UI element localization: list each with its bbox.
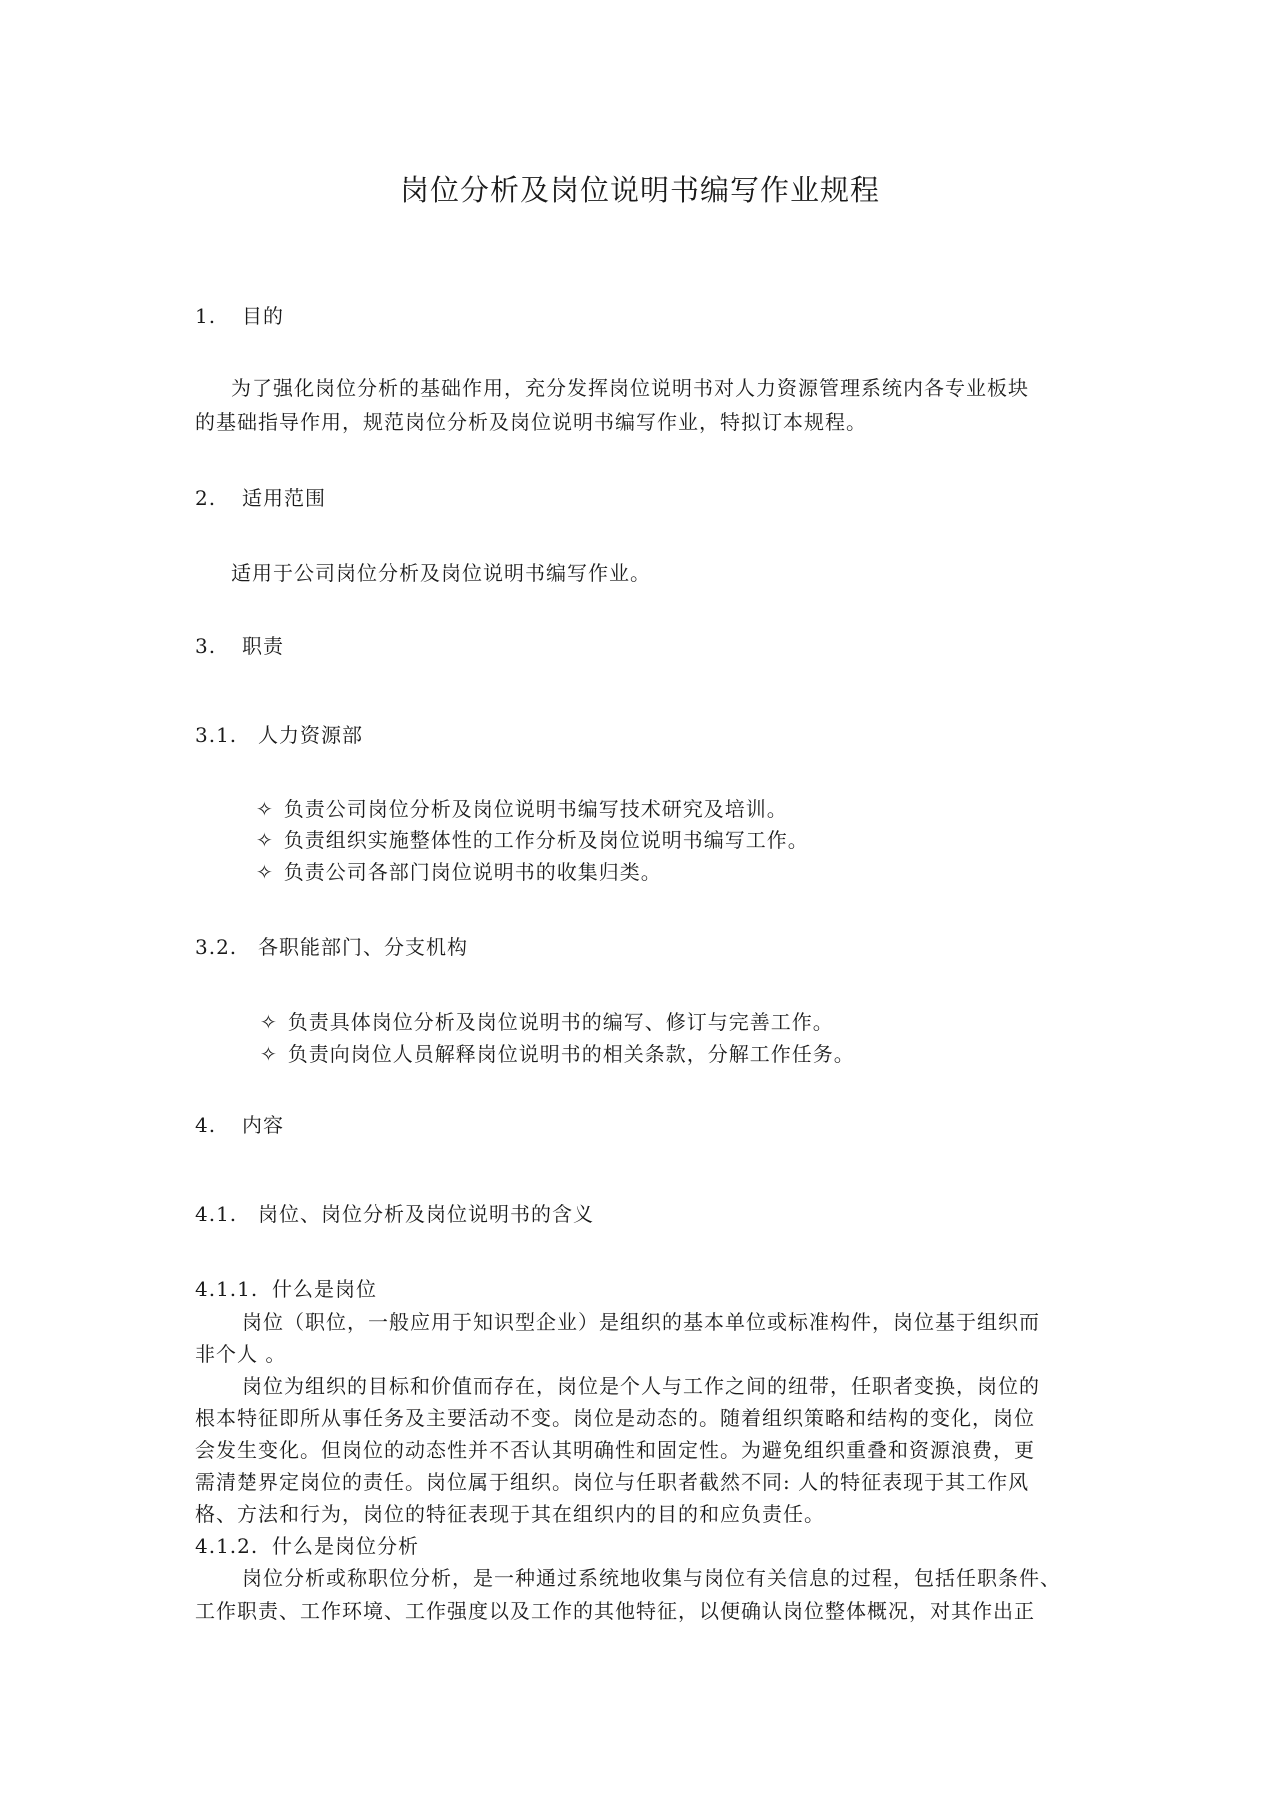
- paragraph-line: 根本特征即所从事任务及主要活动不变。岗位是动态的。随着组织策略和结构的变化，岗位: [195, 1406, 1035, 1430]
- diamond-bullet-icon: ✧: [256, 828, 274, 852]
- section-4-heading: 内容: [242, 1113, 284, 1137]
- section-2-number: 2.: [195, 486, 217, 510]
- list-item: [260, 1012, 834, 1032]
- section-1-line-2: 的基础指导作用，规范岗位分析及岗位说明书编写作业，特拟订本规程。: [195, 410, 867, 434]
- diamond-bullet-icon: ✧: [256, 860, 274, 884]
- paragraph-line: 岗位分析或称职位分析，是一种通过系统地收集与岗位有关信息的过程，包括任职条件、: [242, 1566, 1061, 1590]
- list-item-text: 负责具体岗位分析及岗位说明书的编写、修订与完善工作。: [287, 1010, 834, 1034]
- diamond-bullet-icon: ✧: [256, 797, 274, 821]
- page-title: 岗位分析及岗位说明书编写作业规程: [399, 173, 880, 207]
- list-item: [256, 799, 788, 819]
- section-1-heading: 目的: [242, 304, 284, 328]
- section-3-1-number: 3.1.: [195, 723, 238, 747]
- paragraph-line: 会发生变化。但岗位的动态性并不否认其明确性和固定性。为避免组织重叠和资源浪费，更: [195, 1438, 1035, 1462]
- list-item: [260, 1044, 855, 1064]
- list-item: [256, 862, 662, 882]
- section-4-1-heading: 岗位、岗位分析及岗位说明书的含义: [258, 1202, 594, 1226]
- section-3-number: 3.: [195, 634, 217, 658]
- paragraph-line: 岗位（职位，一般应用于知识型企业）是组织的基本单位或标准构件，岗位基于组织而: [242, 1310, 1040, 1334]
- section-3-2-number: 3.2.: [195, 935, 238, 959]
- section-4-1-number: 4.1.: [195, 1202, 238, 1226]
- list-item-text: 负责组织实施整体性的工作分析及岗位说明书编写工作。: [283, 828, 809, 852]
- section-4-1-2-number: 4.1.2.: [195, 1534, 259, 1558]
- list-item-text: 负责公司岗位分析及岗位说明书编写技术研究及培训。: [283, 797, 788, 821]
- section-1-line-1: 为了强化岗位分析的基础作用，充分发挥岗位说明书对人力资源管理系统内各专业板块: [231, 376, 1029, 400]
- section-4-number: 4.: [195, 1113, 217, 1137]
- list-item-text: 负责公司各部门岗位说明书的收集归类。: [283, 860, 662, 884]
- paragraph-line: 岗位为组织的目标和价值而存在，岗位是个人与工作之间的纽带，任职者变换，岗位的: [242, 1374, 1040, 1398]
- section-4-1-1-number: 4.1.1.: [195, 1277, 259, 1301]
- paragraph-line: 非个人 。: [195, 1342, 287, 1366]
- diamond-bullet-icon: ✧: [260, 1042, 278, 1066]
- section-1-number: 1.: [195, 304, 217, 328]
- section-4-1-2-heading: 什么是岗位分析: [272, 1534, 419, 1558]
- list-item-text: 负责向岗位人员解释岗位说明书的相关条款，分解工作任务。: [287, 1042, 855, 1066]
- section-4-1-1-heading: 什么是岗位: [272, 1277, 377, 1301]
- section-3-1-heading: 人力资源部: [258, 723, 363, 747]
- list-item: [256, 830, 809, 850]
- paragraph-line: 需清楚界定岗位的责任。岗位属于组织。岗位与任职者截然不同: 人的特征表现于其工作风: [195, 1470, 1030, 1494]
- section-2-heading: 适用范围: [242, 486, 326, 510]
- section-3-2-heading: 各职能部门、分支机构: [258, 935, 468, 959]
- section-2-text: 适用于公司岗位分析及岗位说明书编写作业。: [231, 561, 651, 585]
- diamond-bullet-icon: ✧: [260, 1010, 278, 1034]
- section-3-heading: 职责: [242, 634, 284, 658]
- paragraph-line: 工作职责、工作环境、工作强度以及工作的其他特征，以便确认岗位整体概况，对其作出正: [195, 1599, 1035, 1623]
- paragraph-line: 格、方法和行为，岗位的特征表现于其在组织内的目的和应负责任。: [195, 1502, 825, 1526]
